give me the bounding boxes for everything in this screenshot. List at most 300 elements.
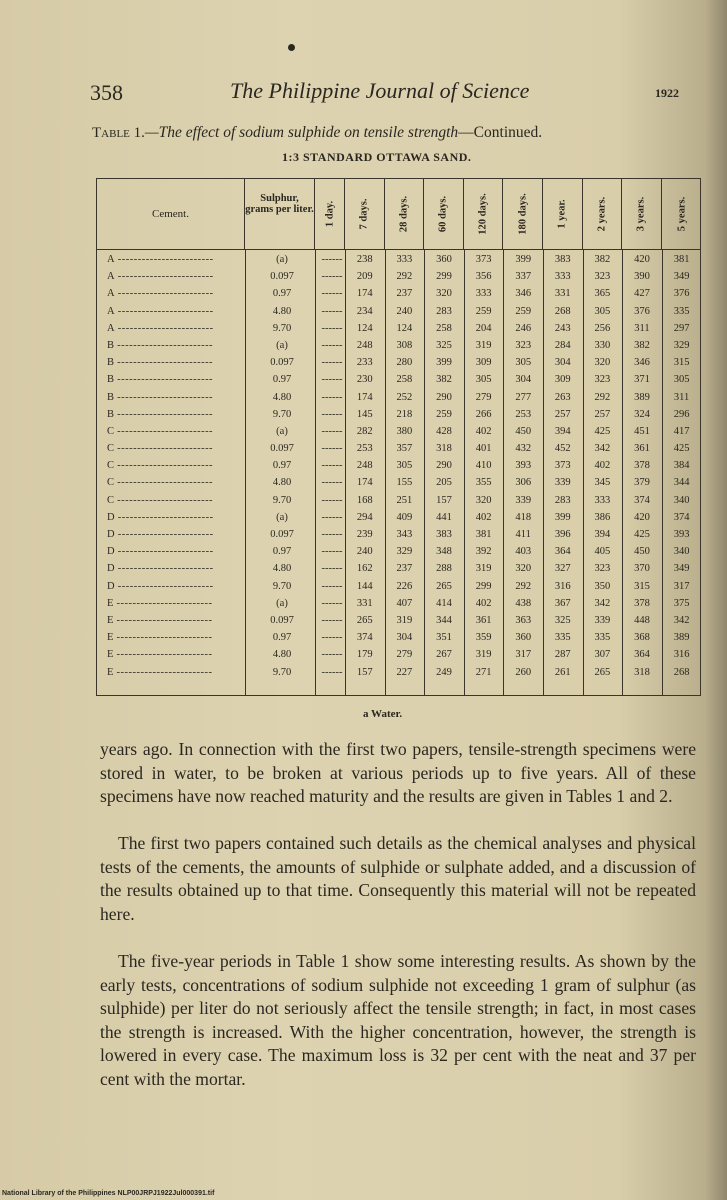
- cell-value: 323: [594, 271, 611, 283]
- cell-value: 253: [515, 408, 532, 420]
- cell-sulphur: 4.80: [272, 563, 292, 575]
- cell-value: 304: [396, 632, 413, 644]
- cell-value: 240: [356, 546, 373, 558]
- cell-value: 204: [475, 322, 492, 334]
- cell-cement: [107, 474, 247, 491]
- cell-value: 252: [396, 391, 413, 403]
- cell-value: 318: [436, 443, 452, 455]
- leader-dots: ------------------------: [114, 460, 214, 472]
- cell-value: 393: [515, 460, 532, 472]
- leader-dots: ------------------------: [114, 305, 214, 317]
- leader-dots: ------------------------: [114, 563, 214, 575]
- cell-value: 325: [554, 614, 571, 626]
- cell-value: 256: [594, 322, 611, 334]
- cell-value: 349: [673, 563, 690, 575]
- cell-value: 402: [475, 425, 492, 437]
- cell-value: 414: [436, 597, 452, 609]
- cell-value: 333: [554, 271, 571, 283]
- table-continued: —Continued.: [458, 124, 543, 141]
- cell-cement: [107, 285, 247, 302]
- cell-value: 441: [436, 511, 452, 523]
- cell-value: 346: [634, 357, 650, 369]
- cell-value: 325: [436, 339, 452, 351]
- cell-1-day: ------: [321, 529, 343, 540]
- cell-cement: [107, 629, 247, 646]
- cell-value: 284: [554, 339, 571, 351]
- cell-value: 380: [396, 425, 413, 437]
- cell-value: 382: [594, 254, 611, 265]
- cell-value: 237: [396, 288, 413, 300]
- cell-1-day: ------: [321, 288, 343, 300]
- leader-dots: ------------------------: [114, 511, 214, 523]
- cell-value: 266: [475, 408, 492, 420]
- cell-1-day: ------: [321, 254, 343, 265]
- leader-dots: ------------------------: [113, 649, 213, 661]
- cell-value: 438: [515, 597, 532, 609]
- cell-cement: [107, 303, 247, 320]
- paragraph-3: The five-year periods in Table 1 show some interesting results. As shown by the early tests, concentrations of sodium sulphide not exceeding 1 gram of sulphur (as sulphide) per liter do not seriously affect the tensile strength; in fact, in most cases the strength is increased. With the higher concentration, however, the strength is lowered in every case. The maximum loss is 32 per cent with the neat and 37 per cent with the mortar.: [100, 951, 696, 1089]
- cement-code: B: [107, 391, 115, 403]
- column-divider: [583, 249, 584, 695]
- cell-sulphur: 9.70: [272, 666, 292, 678]
- column-header-period: [662, 179, 702, 249]
- cement-code: B: [107, 408, 115, 420]
- leader-dots: ------------------------: [114, 339, 214, 351]
- cell-value: 287: [554, 649, 571, 661]
- cell-value: 386: [594, 511, 611, 523]
- cement-code: C: [107, 425, 115, 437]
- cell-sulphur: 9.70: [272, 408, 292, 420]
- cell-value: 249: [436, 666, 452, 678]
- leader-dots: ------------------------: [113, 597, 213, 609]
- column-header-label: 120 days.: [477, 193, 489, 235]
- cell-value: 359: [475, 632, 492, 644]
- cell-value: 389: [673, 632, 690, 644]
- cell-sulphur: 0.97: [272, 632, 292, 644]
- cell-value: 428: [436, 425, 452, 437]
- cell-value: 320: [475, 494, 492, 506]
- cell-value: 349: [673, 271, 690, 283]
- cell-value: 315: [634, 580, 650, 592]
- cell-value: 259: [475, 305, 492, 317]
- cell-value: 157: [436, 494, 452, 506]
- table-row: [97, 664, 700, 681]
- cell-value: 417: [673, 425, 690, 437]
- cell-value: 320: [515, 563, 532, 575]
- cell-value: 390: [634, 271, 650, 283]
- cell-value: 346: [515, 288, 532, 300]
- cell-value: 368: [634, 632, 650, 644]
- column-header-period: [464, 179, 504, 249]
- cell-value: 335: [594, 632, 611, 644]
- table-row: [97, 646, 700, 663]
- cell-value: 396: [554, 529, 571, 540]
- cell-cement: [107, 440, 247, 457]
- table-row: [97, 457, 700, 474]
- cement-code: B: [107, 339, 115, 351]
- cell-value: 418: [515, 511, 532, 523]
- cell-cement: [107, 560, 247, 577]
- cell-value: 257: [594, 408, 611, 420]
- column-header-period: [622, 179, 662, 249]
- cell-1-day: ------: [321, 339, 343, 351]
- cell-value: 268: [673, 666, 690, 678]
- cell-value: 356: [475, 271, 492, 283]
- publication-year: 1922: [655, 86, 679, 100]
- cell-value: 374: [673, 511, 690, 523]
- cell-value: 155: [396, 477, 413, 489]
- cement-code: E: [107, 632, 114, 644]
- cell-value: 367: [554, 597, 571, 609]
- cell-cement: [107, 251, 247, 268]
- cement-code: E: [107, 614, 114, 626]
- cell-sulphur: 0.97: [272, 288, 292, 300]
- cell-cement: [107, 337, 247, 354]
- paragraph-2: The first two papers contained such details as the chemical analyses and physical tests of the cements, the amounts of sulphide or sulphate added, and a discussion of the results obtained up to that time. Consequently this material will not be repeated here.: [100, 833, 696, 924]
- cell-value: 292: [396, 271, 413, 283]
- table-footnote: a Water.: [363, 708, 403, 720]
- cell-value: 394: [594, 529, 611, 540]
- cement-code: C: [107, 494, 115, 506]
- cell-value: 371: [634, 374, 650, 386]
- cell-sulphur: 0.097: [270, 614, 294, 626]
- cement-code: A: [107, 254, 115, 265]
- cell-value: 450: [515, 425, 532, 437]
- table-caption: [92, 124, 542, 142]
- cell-value: 427: [634, 288, 650, 300]
- cell-cement: [107, 526, 247, 543]
- paragraph-1: years ago. In connection with the first two papers, tensile-strength specimens were stored in water, to be broken at various periods up to five years. All of these specimens have now reached maturity and the results are given in Tables 1 and 2.: [100, 739, 696, 806]
- cell-value: 382: [634, 339, 650, 351]
- cell-value: 288: [436, 563, 452, 575]
- cell-value: 329: [673, 339, 690, 351]
- cell-1-day: ------: [321, 649, 343, 661]
- cell-cement: [107, 612, 247, 629]
- table-row: [97, 629, 700, 646]
- cement-code: C: [107, 477, 115, 489]
- cell-value: 309: [554, 374, 571, 386]
- cell-value: 403: [515, 546, 532, 558]
- cell-value: 294: [356, 511, 373, 523]
- cell-value: 399: [515, 254, 532, 265]
- cell-value: 124: [356, 322, 373, 334]
- cement-code: A: [107, 322, 115, 334]
- cell-value: 339: [515, 494, 532, 506]
- cell-value: 392: [475, 546, 492, 558]
- column-divider: [662, 249, 663, 695]
- cell-value: 381: [475, 529, 492, 540]
- cell-value: 425: [594, 425, 611, 437]
- leader-dots: ------------------------: [113, 614, 213, 626]
- cell-value: 307: [594, 649, 611, 661]
- cell-value: 393: [673, 529, 690, 540]
- table-label: Table 1.: [92, 125, 145, 141]
- cell-value: 304: [554, 357, 571, 369]
- column-divider: [464, 249, 465, 695]
- cell-value: 174: [356, 391, 373, 403]
- cell-cement: [107, 509, 247, 526]
- table-row: [97, 268, 700, 285]
- column-header-label: 1 year.: [556, 199, 568, 229]
- cell-value: 305: [673, 374, 690, 386]
- cell-1-day: ------: [321, 546, 343, 558]
- cell-cement: [107, 578, 247, 595]
- cell-cement: [107, 389, 247, 406]
- cell-value: 333: [475, 288, 492, 300]
- column-header-label: 3 years.: [635, 196, 647, 232]
- cell-value: 277: [515, 391, 532, 403]
- cell-value: 319: [475, 649, 492, 661]
- cement-code: E: [107, 649, 114, 661]
- page-number: 358: [90, 80, 123, 105]
- cell-value: 317: [673, 580, 690, 592]
- cement-code: D: [107, 511, 115, 523]
- cement-code: E: [107, 666, 114, 678]
- cell-value: 411: [515, 529, 531, 540]
- cell-value: 174: [356, 477, 373, 489]
- table-subtitle: 1:3 STANDARD OTTAWA SAND.: [282, 150, 472, 164]
- leader-dots: ------------------------: [114, 580, 214, 592]
- cement-code: B: [107, 374, 115, 386]
- cell-value: 375: [673, 597, 690, 609]
- cell-sulphur: 0.097: [270, 271, 294, 283]
- cell-1-day: ------: [321, 597, 343, 609]
- cell-value: 248: [356, 339, 373, 351]
- cell-value: 394: [554, 425, 571, 437]
- cell-value: 265: [356, 614, 373, 626]
- cell-value: 258: [436, 322, 452, 334]
- cell-value: 297: [673, 322, 690, 334]
- cell-value: 382: [436, 374, 452, 386]
- cell-value: 251: [396, 494, 413, 506]
- cell-value: 329: [396, 546, 413, 558]
- cell-value: 268: [554, 305, 571, 317]
- cell-value: 279: [396, 649, 413, 661]
- cell-1-day: ------: [321, 357, 343, 369]
- cement-code: D: [107, 580, 115, 592]
- cell-cement: [107, 320, 247, 337]
- cell-cement: [107, 457, 247, 474]
- table-row: [97, 509, 700, 526]
- cement-code: D: [107, 546, 115, 558]
- leader-dots: ------------------------: [114, 477, 214, 489]
- cell-value: 308: [396, 339, 413, 351]
- cell-value: 335: [554, 632, 571, 644]
- cell-value: 452: [554, 443, 571, 455]
- column-header-label: 1 day.: [324, 200, 335, 228]
- cell-value: 339: [554, 477, 571, 489]
- cell-value: 309: [475, 357, 492, 369]
- cell-value: 381: [673, 254, 690, 265]
- cell-value: 374: [634, 494, 650, 506]
- column-divider: [385, 249, 386, 695]
- cell-cement: [107, 268, 247, 285]
- table-row: [97, 492, 700, 509]
- cell-value: 317: [515, 649, 532, 661]
- column-divider: [315, 249, 316, 695]
- cell-value: 320: [594, 357, 611, 369]
- table-row: [97, 543, 700, 560]
- table-row: [97, 251, 700, 268]
- cell-value: 343: [396, 529, 413, 540]
- cell-sulphur: 4.80: [272, 305, 292, 317]
- leader-dots: ------------------------: [114, 529, 214, 540]
- cell-sulphur: 0.97: [272, 460, 292, 472]
- cell-value: 407: [396, 597, 413, 609]
- cell-value: 305: [396, 460, 413, 472]
- cell-value: 410: [475, 460, 492, 472]
- leader-dots: ------------------------: [114, 288, 214, 300]
- column-header-label: 60 days.: [437, 195, 449, 233]
- cell-value: 420: [634, 254, 650, 265]
- cell-cement: [107, 646, 247, 663]
- cell-cement: [107, 595, 247, 612]
- cell-value: 144: [356, 580, 373, 592]
- cell-value: 323: [515, 339, 532, 351]
- cell-value: 299: [436, 271, 452, 283]
- cell-value: 348: [436, 546, 452, 558]
- cell-value: 209: [356, 271, 373, 283]
- cell-sulphur: 9.70: [272, 580, 292, 592]
- column-header-label: 5 years.: [676, 196, 688, 232]
- cell-1-day: ------: [321, 477, 343, 489]
- cell-value: 340: [673, 494, 690, 506]
- column-header-1-day: [315, 179, 345, 249]
- cell-value: 361: [634, 443, 650, 455]
- cell-value: 331: [554, 288, 571, 300]
- cell-value: 389: [634, 391, 650, 403]
- cell-value: 340: [673, 546, 690, 558]
- cell-value: 378: [634, 460, 650, 472]
- column-divider: [345, 249, 346, 695]
- ink-mark: [288, 44, 295, 51]
- cell-1-day: ------: [321, 408, 343, 420]
- table-row: [97, 337, 700, 354]
- cell-value: 282: [356, 425, 373, 437]
- cell-sulphur: 0.097: [270, 529, 294, 540]
- cell-value: 342: [673, 614, 690, 626]
- cell-cement: [107, 371, 247, 388]
- cell-value: 316: [554, 580, 571, 592]
- cell-value: 230: [356, 374, 373, 386]
- cell-value: 402: [475, 511, 492, 523]
- cell-cement: [107, 423, 247, 440]
- cell-value: 360: [515, 632, 532, 644]
- cell-value: 373: [554, 460, 571, 472]
- cell-value: 401: [475, 443, 492, 455]
- table-row: [97, 440, 700, 457]
- cell-value: 258: [396, 374, 413, 386]
- cement-code: E: [107, 597, 114, 609]
- cell-value: 238: [356, 254, 373, 265]
- cell-value: 342: [594, 597, 611, 609]
- scan-source-note: National Library of the Philippines NLP00JRPJ1922Jul000391.tif: [2, 1190, 215, 1197]
- table-row: [97, 612, 700, 629]
- cell-cement: [107, 664, 247, 681]
- table-header-row: [97, 179, 700, 250]
- cell-value: 157: [356, 666, 373, 678]
- table-row: [97, 560, 700, 577]
- leader-dots: ------------------------: [113, 666, 213, 678]
- cell-1-day: ------: [321, 494, 343, 506]
- cement-code: C: [107, 460, 115, 472]
- cell-value: 432: [515, 443, 532, 455]
- cell-value: 311: [634, 322, 650, 334]
- table-row: [97, 526, 700, 543]
- cell-value: 239: [356, 529, 373, 540]
- column-header-period: [424, 179, 464, 249]
- cell-value: 279: [475, 391, 492, 403]
- column-divider: [424, 249, 425, 695]
- cell-value: 259: [436, 408, 452, 420]
- leader-dots: ------------------------: [113, 632, 213, 644]
- leader-dots: ------------------------: [114, 494, 214, 506]
- leader-dots: ------------------------: [114, 271, 214, 283]
- cell-value: 357: [396, 443, 413, 455]
- cell-sulphur: 9.70: [272, 322, 292, 334]
- cell-value: 360: [436, 254, 452, 265]
- cell-value: 248: [356, 460, 373, 472]
- column-header-period: [345, 179, 385, 249]
- cell-value: 335: [673, 305, 690, 317]
- cell-1-day: ------: [321, 443, 343, 455]
- leader-dots: ------------------------: [114, 443, 214, 455]
- cell-value: 351: [436, 632, 452, 644]
- cell-value: 399: [436, 357, 452, 369]
- cell-1-day: ------: [321, 580, 343, 592]
- cell-value: 257: [554, 408, 571, 420]
- cell-cement: [107, 492, 247, 509]
- cell-value: 315: [673, 357, 690, 369]
- table-row: [97, 423, 700, 440]
- cell-value: 267: [436, 649, 452, 661]
- cell-value: 162: [356, 563, 373, 575]
- cell-value: 376: [673, 288, 690, 300]
- cell-value: 420: [634, 511, 650, 523]
- column-header-label: 2 years.: [596, 196, 608, 232]
- cell-value: 327: [554, 563, 571, 575]
- cell-value: 179: [356, 649, 373, 661]
- cell-value: 364: [634, 649, 650, 661]
- cell-1-day: ------: [321, 425, 343, 437]
- cement-code: A: [107, 271, 115, 283]
- cell-1-day: ------: [321, 666, 343, 678]
- cell-value: 319: [396, 614, 413, 626]
- tensile-strength-table: [96, 178, 701, 696]
- cell-value: 383: [436, 529, 452, 540]
- cement-code: C: [107, 443, 115, 455]
- cell-value: 145: [356, 408, 373, 420]
- table-title: —The effect of sodium sulphide on tensile strength: [144, 124, 459, 141]
- table-row: [97, 320, 700, 337]
- cell-value: 265: [594, 666, 611, 678]
- cell-value: 319: [475, 339, 492, 351]
- cell-value: 345: [594, 477, 611, 489]
- column-header-sulphur: Sulphur, grams per liter.: [245, 179, 315, 249]
- column-header-label: 7 days.: [358, 198, 370, 230]
- cell-value: 280: [396, 357, 413, 369]
- table-row: [97, 595, 700, 612]
- table-row: [97, 406, 700, 423]
- cell-1-day: ------: [321, 632, 343, 644]
- cell-sulphur: 0.097: [270, 443, 294, 455]
- cell-value: 333: [396, 254, 413, 265]
- cell-value: 174: [356, 288, 373, 300]
- cell-sulphur: 4.80: [272, 649, 292, 661]
- cell-value: 240: [396, 305, 413, 317]
- column-header-period: [583, 179, 623, 249]
- cell-value: 425: [673, 443, 690, 455]
